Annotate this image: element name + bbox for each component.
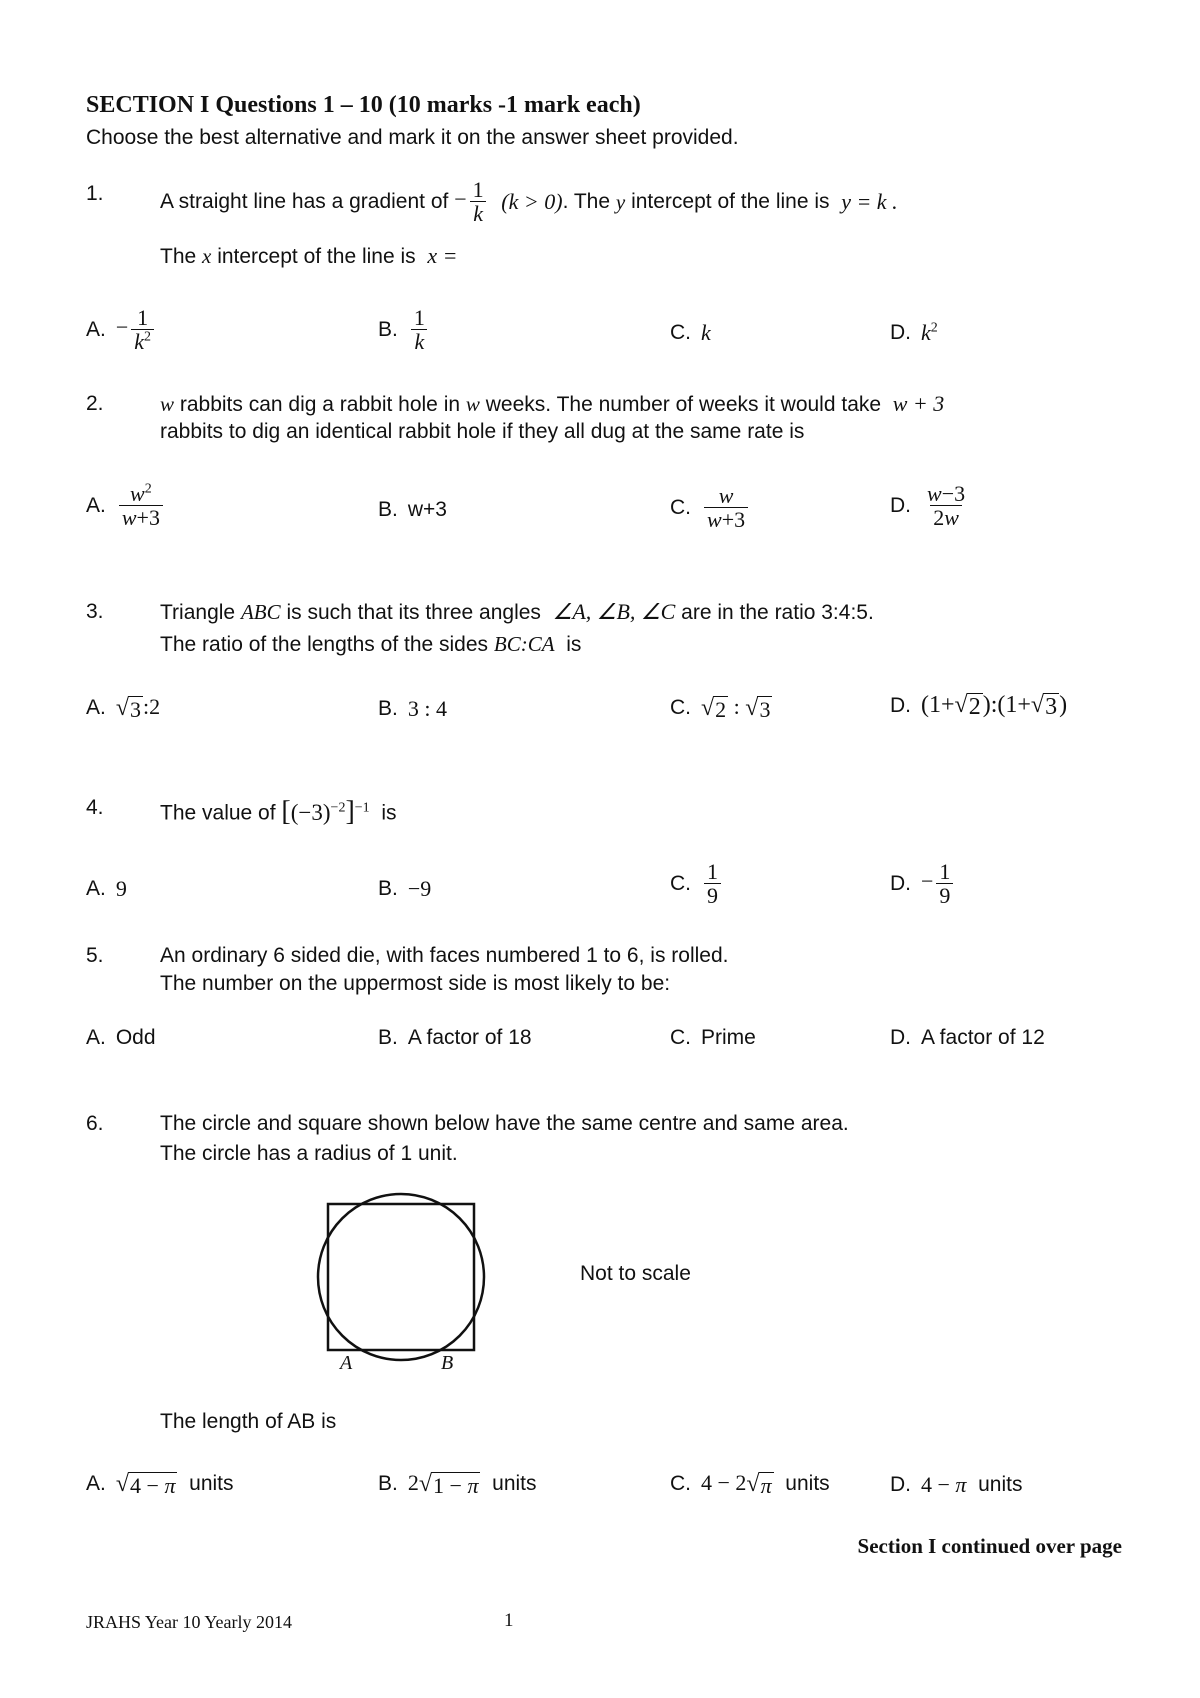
option-value: A factor of 18 xyxy=(407,1026,532,1049)
option-value: −9 xyxy=(407,876,432,901)
equation: w + 3 xyxy=(892,391,945,416)
option-label: B. xyxy=(378,498,398,521)
option-b[interactable] xyxy=(378,498,447,522)
question-text: The xyxy=(160,245,197,268)
square-shape xyxy=(328,1204,474,1350)
question-number: 6. xyxy=(86,1112,104,1135)
option-label: D. xyxy=(890,493,911,517)
option-c[interactable] xyxy=(670,1470,830,1498)
option-b[interactable] xyxy=(378,1026,532,1050)
variable: w xyxy=(465,392,480,416)
option-label: D. xyxy=(890,321,911,344)
question-number: 5. xyxy=(86,944,104,967)
question-number: 4. xyxy=(86,796,104,819)
option-d[interactable] xyxy=(890,692,1067,720)
option-c[interactable] xyxy=(670,860,724,907)
option-c[interactable] xyxy=(670,320,711,346)
option-b[interactable] xyxy=(378,1470,537,1498)
option-value: 4 − 2 √ π xyxy=(701,1470,772,1499)
option-d[interactable] xyxy=(890,482,971,529)
option-a[interactable] xyxy=(86,1470,234,1498)
option-value: Prime xyxy=(701,1026,756,1049)
question-text: are in the ratio 3:4:5. xyxy=(681,601,874,624)
option-a[interactable] xyxy=(86,1026,156,1050)
question-text: is such that its three angles xyxy=(286,601,541,624)
equation: y = k . xyxy=(841,188,898,214)
option-label: B. xyxy=(378,877,398,900)
question-3-line-1 xyxy=(160,598,874,627)
option-label: C. xyxy=(670,871,691,895)
option-value: 9 xyxy=(115,876,127,901)
circle-square-diagram xyxy=(300,1190,500,1390)
option-value: k xyxy=(701,320,711,345)
question-text: An ordinary 6 sided die, with faces numbered 1 to 6, is rolled. xyxy=(160,944,729,967)
gradient-value: − $\frac{1}{k}$ xyxy=(454,178,489,225)
question-text: The number on the uppermost side is most likely to be: xyxy=(160,972,671,995)
question-text: rabbits to dig an identical rabbit hole if they all dug at the same rate is xyxy=(160,420,805,443)
point-label-a: A xyxy=(340,1352,353,1374)
option-label: D. xyxy=(890,1473,911,1496)
expression: $[(-3)^{-2}]^{-1}$ xyxy=(281,795,370,827)
continued-note: Section I continued over page xyxy=(857,1534,1122,1558)
option-value: 2 √ 1 − π xyxy=(407,1470,479,1499)
sides: BC:CA xyxy=(493,632,555,656)
question-text: intercept of the line is xyxy=(217,245,416,268)
unit-label: units xyxy=(492,1471,537,1495)
page-number: 1 xyxy=(504,1610,514,1631)
footer-text: JRAHS Year 10 Yearly 2014 xyxy=(86,1612,293,1632)
question-text: is xyxy=(381,801,397,825)
option-value: √ 2 : √ 3 xyxy=(701,694,771,723)
section-title: SECTION I Questions 1 – 10 (10 marks -1 mark each) xyxy=(86,92,641,118)
question-text: A straight line has a gradient of xyxy=(160,189,449,213)
option-c[interactable] xyxy=(670,484,751,531)
option-label: A. xyxy=(86,1471,106,1495)
option-label: B. xyxy=(378,697,398,720)
unit-label: units xyxy=(785,1471,830,1495)
question-1-line-2 xyxy=(160,242,457,271)
option-value: Odd xyxy=(115,1026,156,1049)
option-a[interactable] xyxy=(86,482,166,529)
option-label: C. xyxy=(670,1026,691,1049)
option-d[interactable] xyxy=(890,860,956,907)
option-label: A. xyxy=(86,317,106,341)
option-d[interactable] xyxy=(890,320,938,346)
question-text: Triangle xyxy=(160,601,236,624)
option-a[interactable] xyxy=(86,694,160,722)
option-value: $k^2$ xyxy=(921,320,938,345)
question-text: weeks. The number of weeks it would take xyxy=(485,393,882,416)
point-label-b: B xyxy=(441,1352,454,1374)
equation: x = xyxy=(427,243,458,268)
option-value: 4 − π xyxy=(921,1472,967,1497)
angles: ∠A, ∠B, ∠C xyxy=(552,599,676,624)
option-label: C. xyxy=(670,1471,691,1495)
option-value: $\frac{w}{w+3}$ xyxy=(701,484,751,531)
option-value: $\frac{1}{9}$ xyxy=(701,860,724,907)
question-text: The length of AB is xyxy=(160,1410,337,1433)
option-label: A. xyxy=(86,695,106,719)
variable: w xyxy=(160,392,175,416)
option-d[interactable] xyxy=(890,1026,1045,1050)
option-b[interactable] xyxy=(378,696,447,722)
question-3-line-2 xyxy=(160,630,581,659)
option-value: 3 : 4 xyxy=(407,696,447,721)
question-text: The value of xyxy=(160,801,276,825)
option-value: w+3 xyxy=(407,498,447,521)
option-label: B. xyxy=(378,1471,398,1495)
option-a[interactable] xyxy=(86,306,157,353)
option-label: D. xyxy=(890,694,911,718)
option-label: A. xyxy=(86,493,106,517)
question-text: rabbits can dig a rabbit hole in xyxy=(179,393,461,416)
option-value: √ 3 :2 xyxy=(115,694,161,723)
question-number: 3. xyxy=(86,600,104,623)
instruction-text: Choose the best alternative and mark it on the answer sheet provided. xyxy=(86,126,739,149)
option-label: C. xyxy=(670,321,691,344)
option-label: A. xyxy=(86,877,106,900)
question-text: The circle and square shown below have the same centre and same area. xyxy=(160,1112,849,1135)
option-label: B. xyxy=(378,317,398,341)
option-d[interactable] xyxy=(890,1472,1022,1498)
question-4-line-1 xyxy=(160,794,397,828)
option-b[interactable] xyxy=(378,876,431,902)
option-value: √ 4 − π xyxy=(115,1471,176,1499)
option-label: D. xyxy=(890,871,911,895)
option-c[interactable] xyxy=(670,1026,756,1050)
circle-shape xyxy=(318,1194,484,1360)
question-text: The circle has a radius of 1 unit. xyxy=(160,1142,458,1165)
condition: (k > 0) xyxy=(501,188,563,214)
option-a[interactable] xyxy=(86,876,127,902)
option-value: − $\frac{1}{k^2}$ xyxy=(116,306,157,353)
option-value: (1+ √ 2 ):(1+ √ 3 ) xyxy=(921,691,1068,720)
question-number: 1. xyxy=(86,182,104,205)
option-value: A factor of 12 xyxy=(921,1026,1045,1049)
option-value: $\frac{w-3}{2w}$ xyxy=(927,481,966,531)
question-text: The ratio of the lengths of the sides xyxy=(160,633,489,656)
option-value: − $\frac{1}{9}$ xyxy=(921,860,956,907)
option-label: B. xyxy=(378,1026,398,1049)
variable: x xyxy=(202,244,212,268)
question-2-line-1 xyxy=(160,390,944,419)
question-number: 2. xyxy=(86,392,104,415)
option-b[interactable] xyxy=(378,306,431,353)
question-text: intercept of the line is xyxy=(631,189,830,213)
diagram-note: Not to scale xyxy=(580,1262,691,1285)
option-label: D. xyxy=(890,1026,911,1049)
question-text: . The xyxy=(562,189,611,213)
option-label: A. xyxy=(86,1026,106,1049)
option-label: C. xyxy=(670,695,691,719)
variable: y xyxy=(615,189,626,214)
option-value: $\frac{1}{k}$ xyxy=(408,306,431,353)
question-1-line-1 xyxy=(160,178,898,225)
unit-label: units xyxy=(189,1471,234,1495)
question-text: is xyxy=(566,633,582,656)
unit-label: units xyxy=(978,1473,1023,1496)
triangle-name: ABC xyxy=(240,600,281,624)
option-label: C. xyxy=(670,495,691,519)
option-value: $\frac{w^2}{w+3}$ xyxy=(116,482,166,529)
option-c[interactable] xyxy=(670,694,772,722)
